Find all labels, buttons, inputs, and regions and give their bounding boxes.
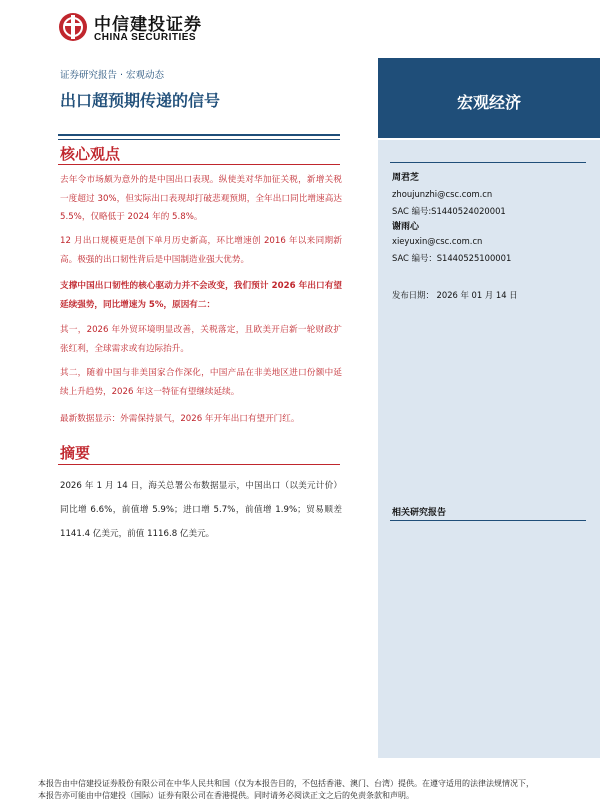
core-paragraph-6: 最新数据显示：外需保持景气，2026 年开年出口有望开门红。 — [60, 414, 300, 424]
core-paragraph-3: 支撑中国出口韧性的核心驱动力并不会改变，我们预计 2026 年出口有望延续强势，同比增速为 5%，原因有二： — [60, 281, 342, 310]
title-divider-thin — [58, 139, 340, 140]
related-divider — [390, 520, 586, 521]
analyst-sac: SAC 编号：S1440525100001 — [392, 253, 512, 263]
summary-heading: 摘要 — [60, 444, 91, 462]
sidebar-panel — [378, 140, 600, 758]
summary-divider — [58, 464, 340, 465]
analyst-email: xieyuxin@csc.com.cn — [392, 236, 483, 246]
sidebar-divider — [390, 162, 586, 163]
publish-date: 发布日期： 2026 年 01 月 14 日 — [392, 290, 518, 300]
category-label: 宏观经济 — [456, 93, 521, 112]
core-views-heading: 核心观点 — [60, 145, 121, 163]
company-logo — [58, 10, 228, 46]
summary-paragraph: 2026 年 1 月 14 日，海关总署公布数据显示，中国出口（以美元计价）同比增 6.6%，前值增 5.9%；进口增 5.7%，前值增 1.9%；贸易顺差 1141.4 亿美元，前值 1116.8 亿美元。 — [60, 481, 342, 539]
logo-text-en: CHINA SECURITIES — [94, 32, 197, 43]
core-views-divider — [58, 164, 340, 165]
footer-line: 本报告亦可能由中信建投（国际）证券有限公司在香港提供。同时请务必阅读正文之后的免责条款和声明。 — [38, 791, 414, 800]
logo-text-cn: 中信建投证券 — [94, 15, 202, 35]
related-reports-heading: 相关研究报告 — [392, 508, 447, 518]
title-divider — [58, 134, 340, 136]
footer-disclaimer — [38, 778, 598, 802]
core-paragraph-2: 12 月出口规模更是创下单月历史新高，环比增速创 2016 年以来同期新高。极强的出口韧性背后是中国制造业强大优势。 — [60, 236, 342, 265]
core-paragraph-4: 其一，2026 年外贸环境明显改善，关税落定，且欧美开启新一轮财政扩张红利，全球需求或有边际抬升。 — [60, 325, 342, 354]
analyst-name: 谢雨心 — [392, 222, 420, 232]
document-type: 证券研究报告 · 宏观动态 — [60, 70, 165, 81]
analyst-email: zhoujunzhi@csc.com.cn — [392, 189, 493, 199]
page-title: 出口超预期传递的信号 — [60, 91, 221, 110]
footer-line: 本报告由中信建投证券股份有限公司在中华人民共和国（仅为本报告目的，不包括香港、澳门、台湾）提供。在遵守适用的法律法规情况下， — [38, 779, 534, 788]
core-paragraph-5: 其二，随着中国与非美国家合作深化，中国产品在非美地区进口份额中延续上升趋势，2026 年这一特征有望继续延续。 — [60, 368, 342, 397]
core-paragraph-1: 去年令市场颇为意外的是中国出口表现。纵使美对华加征关税，新增关税一度超过 30%，但实际出口表现却打破悲观预期，全年出口同比增速高达 5.5%，仅略低于 2024 年的 5.8%。 — [60, 175, 342, 222]
analyst-name: 周君芝 — [392, 173, 420, 183]
logo-emblem-icon — [58, 12, 88, 42]
analyst-sac: SAC 编号:S1440524020001 — [392, 206, 506, 216]
